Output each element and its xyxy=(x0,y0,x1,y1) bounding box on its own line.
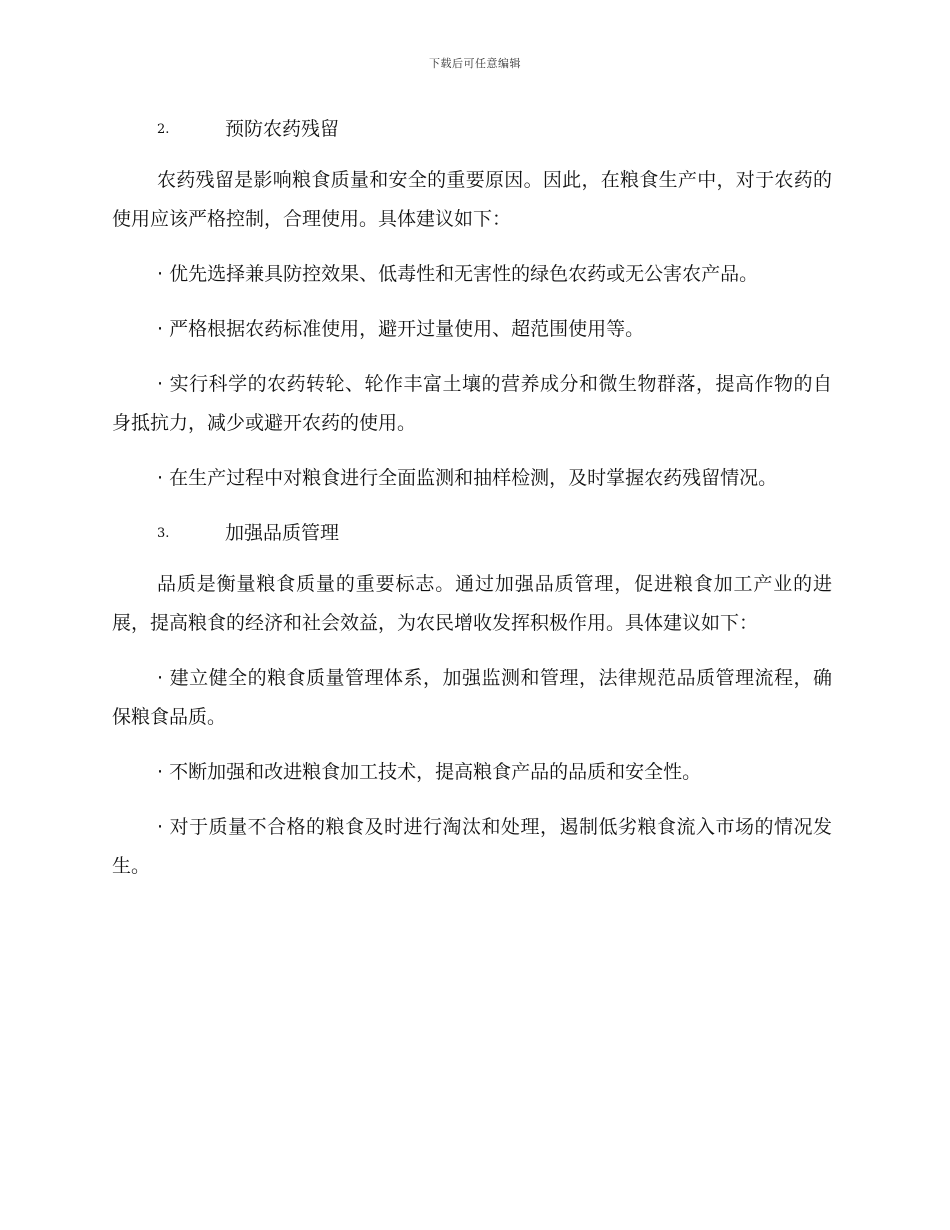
page-header: 下载后可任意编辑 xyxy=(429,57,521,70)
section-heading xyxy=(112,514,832,553)
bullet-item: · 建立健全的粮食质量管理体系，加强监测和管理，法律规范品质管理流程，确保粮食品质。 xyxy=(112,667,832,728)
section-heading xyxy=(112,110,832,149)
section-intro: 农药残留是影响粮食质量和安全的重要原因。因此，在粮食生产中，对于农药的使用应该严格控制，合理使用。具体建议如下： xyxy=(112,169,832,230)
bullet-item: · 对于质量不合格的粮食及时进行淘汰和处理，遏制低劣粮食流入市场的情况发生。 xyxy=(112,816,832,877)
bullet-item: · 在生产过程中对粮食进行全面监测和抽样检测，及时掌握农药残留情况。 xyxy=(157,467,778,489)
section-title: 加强品质管理 xyxy=(225,522,340,544)
bullet-item: · 优先选择兼具防控效果、低毒性和无害性的绿色农药或无公害农产品。 xyxy=(157,263,759,285)
section-number: 3. xyxy=(157,526,170,541)
bullet-item: · 实行科学的农药转轮、轮作丰富土壤的营养成分和微生物群落，提高作物的自身抵抗力，减少或避开农药的使用。 xyxy=(112,373,832,434)
bullet-item: · 不断加强和改进粮食加工技术，提高粮食产品的品质和安全性。 xyxy=(157,761,702,783)
section-number: 2. xyxy=(157,122,170,137)
document-body xyxy=(112,110,832,902)
section-title: 预防农药残留 xyxy=(225,118,340,140)
bullet-item: · 严格根据农药标准使用，避开过量使用、超范围使用等。 xyxy=(157,318,645,340)
section-intro: 品质是衡量粮食质量的重要标志。通过加强品质管理，促进粮食加工产业的进展，提高粮食的经济和社会效益，为农民增收发挥积极作用。具体建议如下： xyxy=(112,573,832,634)
